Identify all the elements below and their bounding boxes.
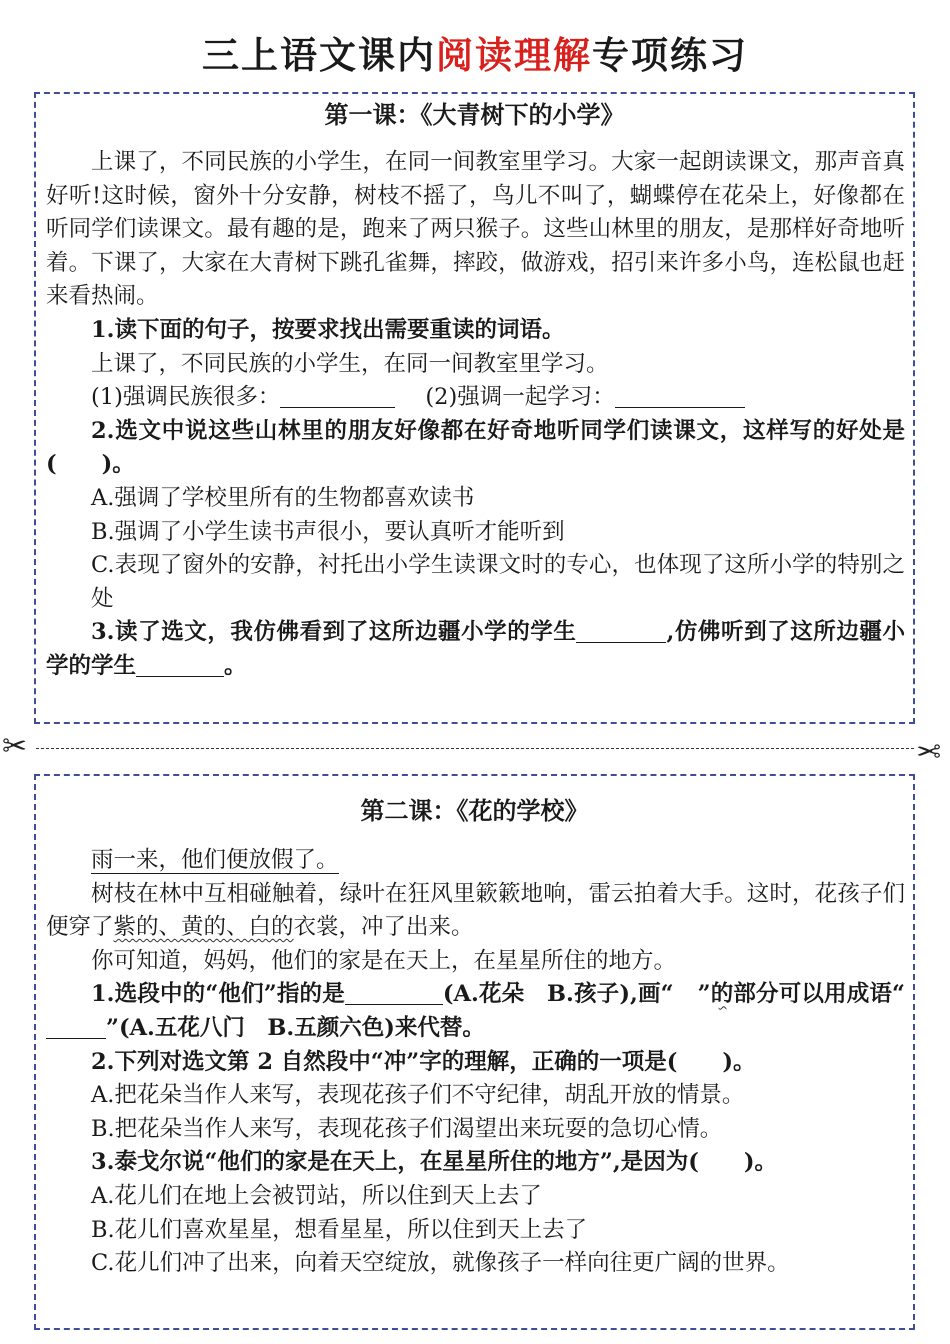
lesson-1-q2-option-a: A.强调了学校里所有的生物都喜欢读书 bbox=[91, 484, 475, 511]
answer-blank[interactable] bbox=[136, 654, 224, 677]
lesson-1-passage: 上课了，不同民族的小学生，在同一间教室里学习。大家一起朗读课文，那声音真好听!这时候，窗外十分安静，树枝不摇了，鸟儿不叫了，蝴蝶停在花朵上，好像都在听同学们读课文。最有趣的是，跑来了两只猴子。这些山林里的朋友，是那样好奇地听着。下课了，大家在大青树下跳孔雀舞，摔跤，做游戏，招引来许多小鸟，连松鼠也赶来看热闹。 bbox=[46, 149, 905, 310]
cut-divider bbox=[36, 748, 914, 749]
answer-blank[interactable] bbox=[280, 385, 395, 408]
q1-text-d: ”(A.五花八门 B.五颜六色)来代替。 bbox=[106, 1014, 485, 1041]
q3-text-a: 3.读了选文，我仿佛看到了这所边疆小学的学生 bbox=[91, 619, 577, 646]
q3-text-b: ,仿佛听到了这所边疆小学的学生 bbox=[46, 619, 905, 679]
lesson-2-section bbox=[34, 774, 915, 1330]
page-title bbox=[0, 32, 950, 80]
lesson-2-q3-option-a: A.花儿们在地上会被罚站，所以住到天上去了 bbox=[91, 1182, 542, 1209]
title-highlight: 阅读理解 bbox=[436, 34, 592, 77]
wavy-underlined-phrase: 紫的、黄的、白的 bbox=[113, 914, 294, 941]
lesson-2-q2-option-b: B.把花朵当作人来写，表现花孩子们渴望出来玩耍的急切心情。 bbox=[91, 1115, 723, 1142]
q1-text-b: (A.花朵 B.孩子),画“ bbox=[442, 981, 674, 1008]
lesson-1-question-1: 1.读下面的句子，按要求找出需要重读的词语。 bbox=[91, 316, 565, 343]
lesson-2-paragraph-1 bbox=[46, 844, 905, 878]
lesson-1-q2-option-b: B.强调了小学生读书声很小，要认真听才能听到 bbox=[91, 518, 565, 545]
lesson-2-q3-option-c: C.花儿们冲了出来，向着天空绽放，就像孩子一样向往更广阔的世界。 bbox=[91, 1250, 790, 1277]
lesson-2-q3-option-b: B.花儿们喜欢星星，想看星星，所以住到天上去了 bbox=[91, 1216, 588, 1243]
lesson-2-question-3: 3.泰戈尔说“他们的家是在天上，在星星所住的地方”,是因为( )。 bbox=[91, 1149, 777, 1176]
p2-text-b: 衣裳，冲了出来。 bbox=[293, 914, 474, 941]
scissors-icon: ✂ bbox=[2, 729, 28, 764]
lesson-2-heading: 第二课：《花的学校》 bbox=[360, 797, 589, 825]
title-part: 专项练习 bbox=[592, 34, 748, 77]
lesson-1-section bbox=[34, 92, 915, 724]
lesson-2-question-1 bbox=[46, 978, 905, 1045]
q1-part-1-label: (1)强调民族很多： bbox=[91, 384, 281, 411]
lesson-2-paragraph-2 bbox=[46, 878, 905, 945]
answer-blank[interactable] bbox=[615, 385, 745, 408]
underlined-sentence: 雨一来，他们便放假了。 bbox=[91, 847, 339, 873]
lesson-2-content bbox=[46, 844, 905, 1281]
lesson-2-paragraph-3: 你可知道，妈妈，他们的家是在天上，在星星所住的地方。 bbox=[91, 947, 677, 974]
q1-text-c: ”的部分可以用成语“ bbox=[697, 981, 905, 1008]
lesson-1-q1-parts bbox=[46, 381, 905, 415]
lesson-1-heading: 第一课：《大青树下的小学》 bbox=[324, 101, 625, 129]
answer-blank[interactable] bbox=[345, 982, 443, 1005]
scissors-icon: ✂ bbox=[916, 735, 942, 770]
lesson-1-question-2: 2.选文中说这些山林里的朋友好像都在好奇地听同学们读课文，这样写的好处是( )。 bbox=[46, 417, 905, 478]
lesson-1-question-3 bbox=[46, 616, 905, 683]
answer-blank[interactable] bbox=[46, 1016, 106, 1039]
lesson-1-q2-option-c: C.表现了窗外的安静，衬托出小学生读课文时的专心，也体现了这所小学的特别之处 bbox=[91, 552, 905, 612]
p2-text-a: 树枝在林中互相碰触着，绿叶在狂风里簌簌地响，雷云拍着大手。这时，花孩子们便穿了 bbox=[46, 880, 905, 941]
lesson-2-question-2: 2.下列对选文第 2 自然段中“冲”字的理解，正确的一项是( )。 bbox=[91, 1048, 756, 1075]
q3-text-end: 。 bbox=[224, 652, 247, 679]
wavy-mark-sample bbox=[674, 978, 698, 1012]
title-part: 三上语文课内 bbox=[202, 34, 436, 77]
lesson-1-content bbox=[46, 146, 905, 684]
answer-blank[interactable] bbox=[576, 620, 666, 643]
lesson-2-q2-option-a: A.把花朵当作人来写，表现花孩子们不守纪律，胡乱开放的情景。 bbox=[91, 1082, 745, 1109]
lesson-1-q1-sentence: 上课了，不同民族的小学生，在同一间教室里学习。 bbox=[91, 350, 609, 377]
q1-text-a: 1.选段中的“他们”指的是 bbox=[91, 981, 345, 1008]
q1-part-2-label: (2)强调一起学习： bbox=[425, 384, 615, 411]
